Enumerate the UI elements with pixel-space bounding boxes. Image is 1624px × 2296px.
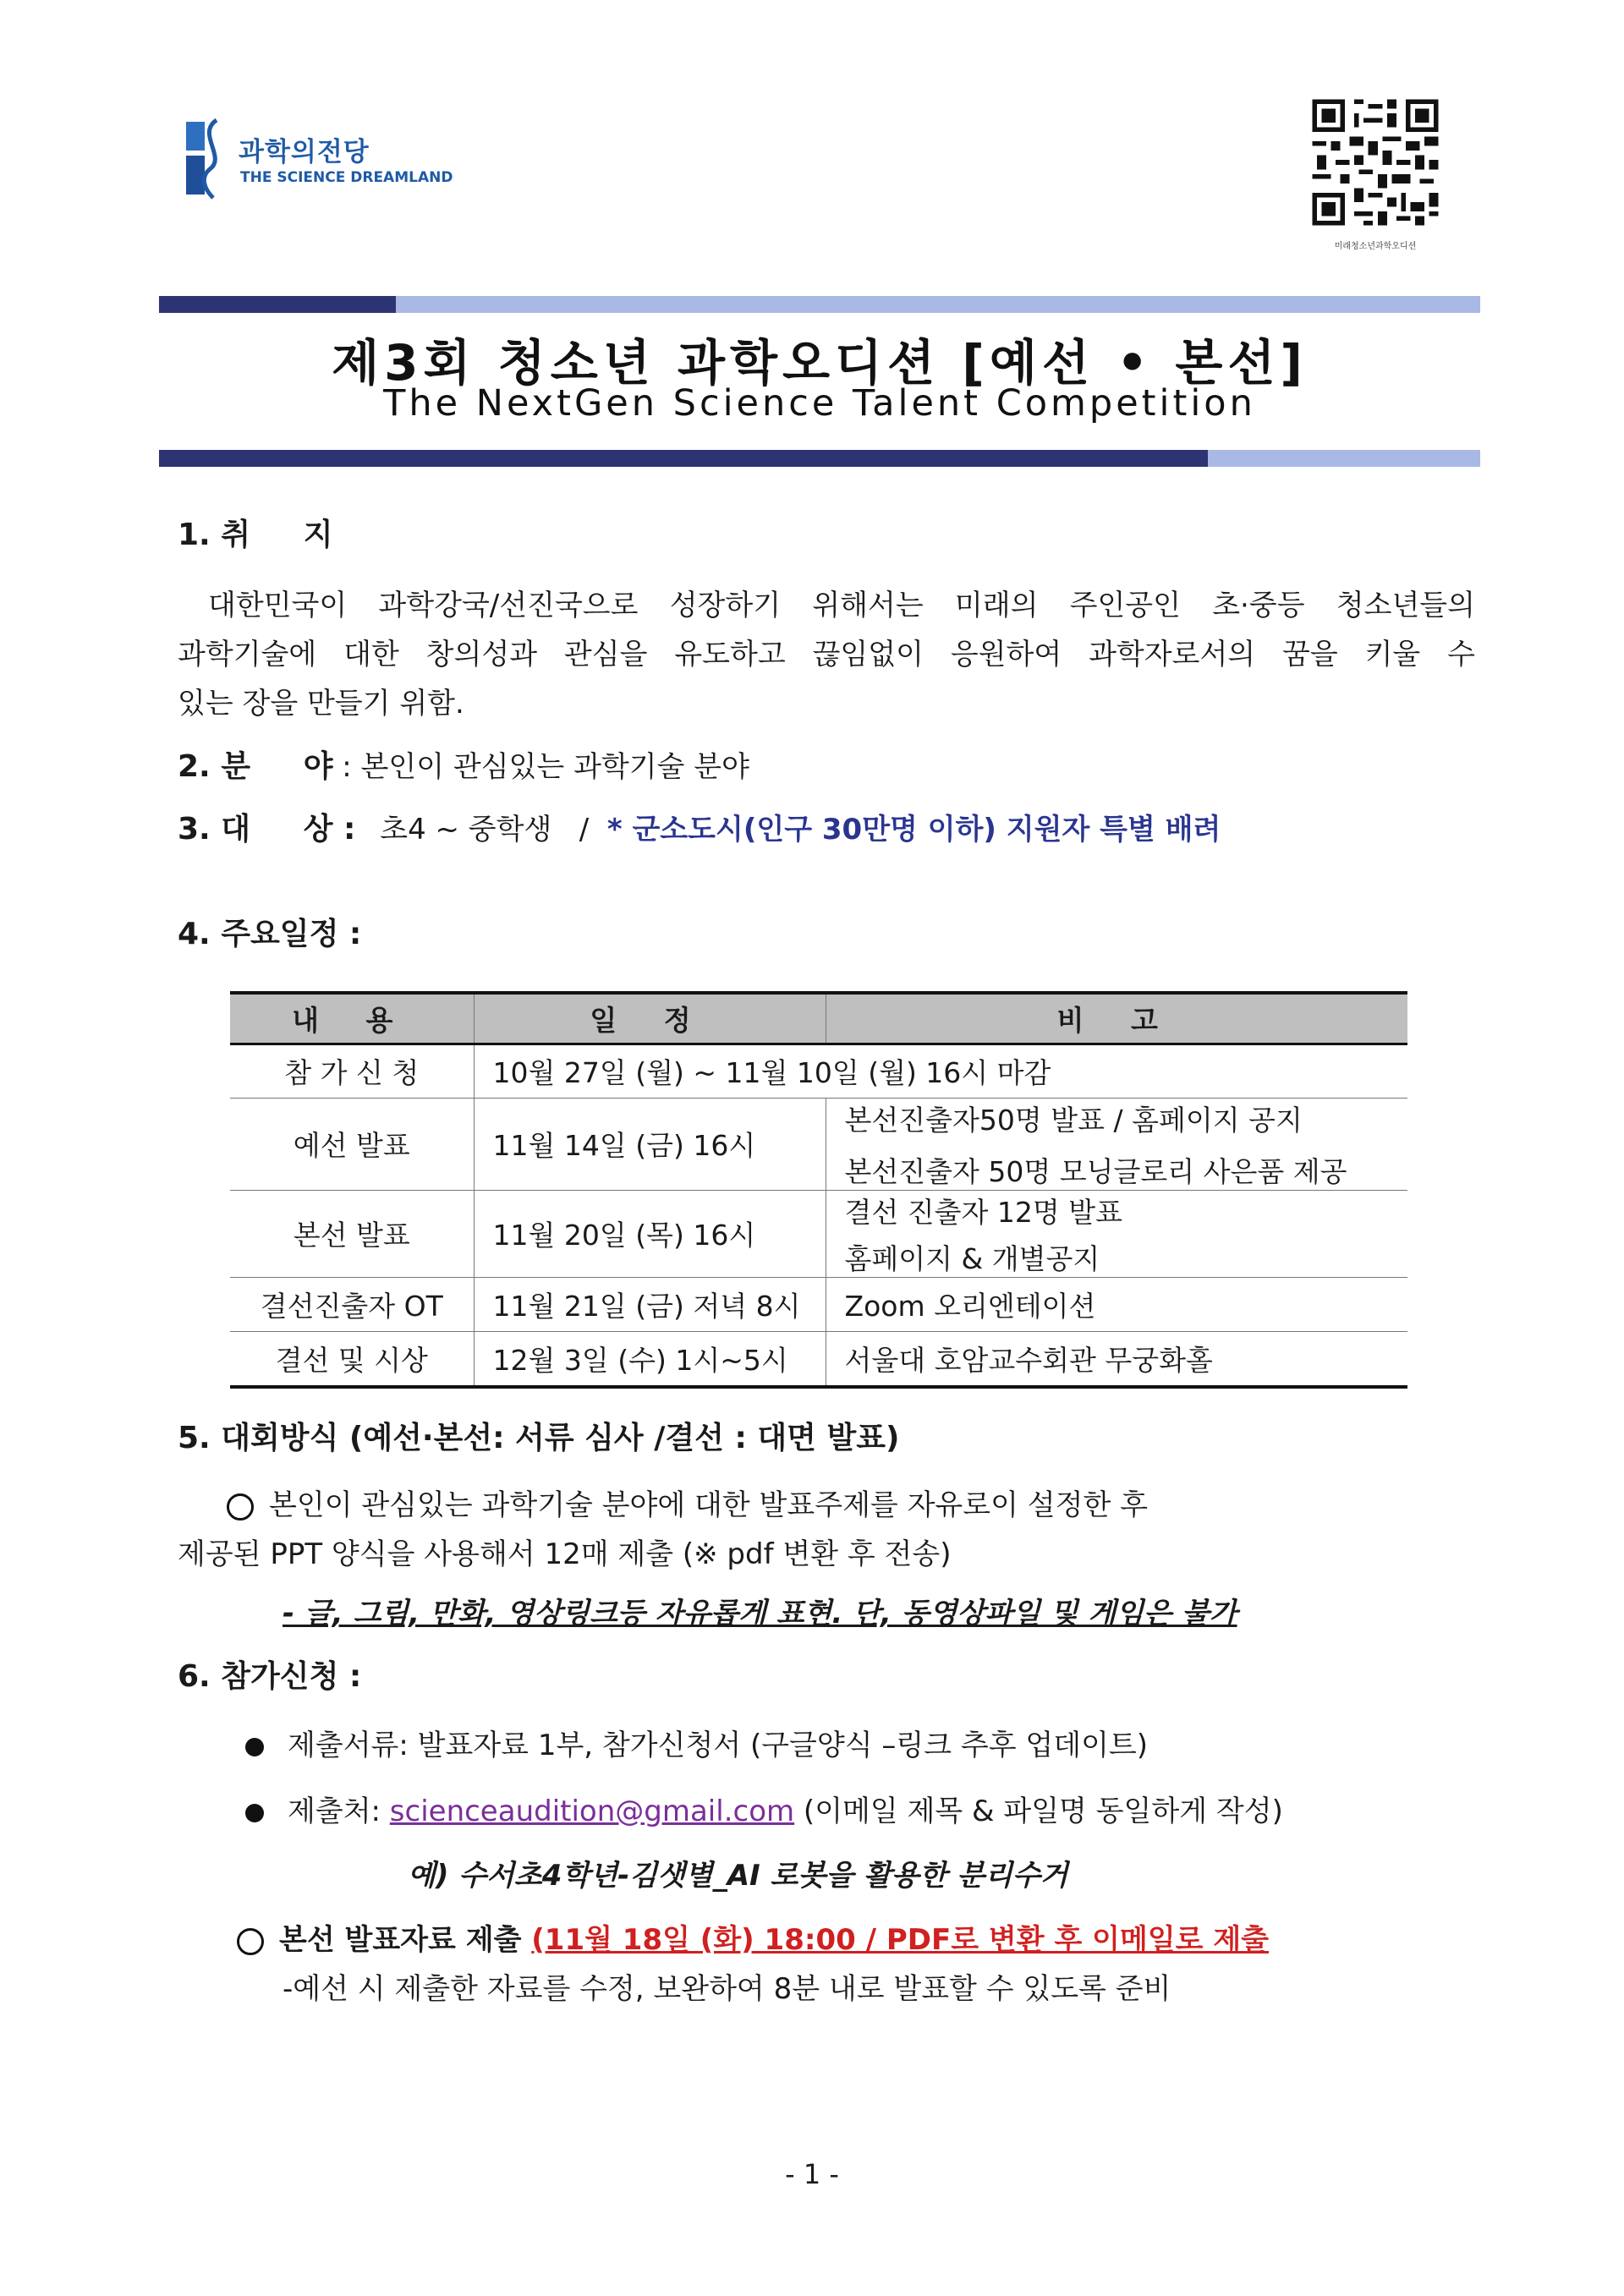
apply-email-label: 제출처: — [288, 1795, 390, 1828]
row-date: 11월 14일 (금) 16시 — [474, 1098, 826, 1190]
bullet-icon — [245, 1738, 264, 1756]
bullet-icon — [245, 1804, 264, 1822]
row-note: Zoom 오리엔테이션 — [826, 1277, 1407, 1331]
format-line-1-text: 본인이 관심있는 과학기술 분야에 대한 발표주제를 자유로이 설정한 후 — [269, 1488, 1148, 1522]
row-note: 서울대 호암교수회관 무궁화홀 — [826, 1331, 1407, 1387]
apply-example: 예) 수서초4학년-김샛별_AI 로봇을 활용한 분리수거 — [408, 1859, 1068, 1893]
section-field — [178, 743, 749, 786]
table-row — [230, 1277, 1407, 1331]
row-date: 10월 27일 (월) ~ 11월 10일 (월) 16시 마감 — [474, 1044, 1407, 1098]
apply-item-documents — [245, 1722, 1148, 1763]
row-date: 11월 21일 (금) 저녁 8시 — [474, 1277, 826, 1331]
schedule-header-row — [230, 993, 1407, 1044]
row-content: 결선진출자 OT — [230, 1277, 474, 1331]
format-line-2: 제공된 PPT 양식을 사용해서 12매 제출 (※ pdf 변환 후 전송) — [178, 1537, 952, 1571]
final-submission-label: 본선 발표자료 제출 — [279, 1923, 532, 1957]
row-note — [826, 1098, 1407, 1190]
qr-code-icon — [1308, 95, 1443, 230]
row-note-line: 본선진출자 50명 모닝글로리 사은품 제공 — [844, 1154, 1347, 1188]
section-format-heading: 5. 대회방식 (예선·본선: 서류 심사 /결선 : 대면 발표) — [178, 1421, 900, 1455]
section-schedule-heading: 4. 주요일정 : — [178, 917, 362, 951]
circle-bullet-icon — [227, 1493, 254, 1521]
row-content: 예선 발표 — [230, 1098, 474, 1190]
row-content: 본선 발표 — [230, 1190, 474, 1277]
section-target — [178, 805, 1221, 848]
col-header-date: 일 정 — [474, 993, 826, 1044]
table-row — [230, 1098, 1407, 1190]
document-title: 제3회 청소년 과학오디션 [예선 • 본선] — [332, 334, 1308, 392]
logo — [179, 117, 458, 201]
row-note — [826, 1190, 1407, 1277]
col-header-note: 비 고 — [826, 993, 1407, 1044]
section-apply-heading: 6. 참가신청 : — [178, 1659, 362, 1694]
section-target-highlight: * 군소도시(인구 30만명 이하) 지원자 특별 배려 — [606, 813, 1221, 847]
col-header-content: 내 용 — [230, 993, 474, 1044]
table-row — [230, 1044, 1407, 1098]
logo-mark-icon — [179, 117, 230, 201]
row-note-line: 본선진출자50명 발표 / 홈페이지 공지 — [844, 1103, 1303, 1137]
section-purpose-heading-text: 1. 취 지 — [178, 518, 333, 552]
row-date: 12월 3일 (수) 1시~5시 — [474, 1331, 826, 1387]
purpose-line-3: 있는 장을 만들기 위함. — [178, 687, 464, 721]
row-date: 11월 20일 (목) 16시 — [474, 1190, 826, 1277]
purpose-line-2: 과학기술에 대한 창의성과 관심을 유도하고 끊임없이 응원하여 과학자로서의 꿈을 키울 수 — [178, 638, 1475, 671]
logo-name-ko: 과학의전당 — [239, 137, 370, 167]
format-line-1 — [227, 1482, 1148, 1523]
row-note-line: 결선 진출자 12명 발표 — [844, 1195, 1122, 1229]
circle-bullet-icon — [237, 1928, 264, 1955]
title-bar-top — [159, 296, 1480, 313]
row-content: 결선 및 시상 — [230, 1331, 474, 1387]
row-content: 참 가 신 청 — [230, 1044, 474, 1098]
section-field-text: : 본인이 관심있는 과학기술 분야 — [342, 750, 749, 784]
section-target-heading: 3. 대 상 : — [178, 812, 356, 847]
final-submission — [237, 1916, 1269, 1958]
page-number: - 1 - — [785, 2158, 839, 2190]
table-row — [230, 1190, 1407, 1277]
final-submission-note: -예선 시 제출한 자료를 수정, 보완하여 8분 내로 발표할 수 있도록 준비 — [283, 1972, 1171, 2006]
section-field-heading: 2. 분 야 — [178, 749, 333, 784]
format-note: - 글, 그림, 만화, 영상링크등 자유롭게 표현. 단, 동영상파일 및 게임은 불가 — [283, 1597, 1237, 1630]
qr-caption: 미래청소년과학오디션 — [1334, 242, 1417, 251]
section-purpose-heading — [178, 511, 332, 554]
logo-name-en: THE SCIENCE DREAMLAND — [240, 169, 453, 186]
section-target-text: 초4 ~ 중학생 / — [380, 813, 599, 847]
apply-item-documents-text: 제출서류: 발표자료 1부, 참가신청서 (구글양식 –링크 추후 업데이트) — [288, 1729, 1149, 1762]
table-row — [230, 1331, 1407, 1387]
apply-item-email — [245, 1788, 1283, 1829]
row-note-line: 홈페이지 & 개별공지 — [844, 1241, 1100, 1275]
schedule-table — [230, 991, 1407, 1389]
final-submission-deadline: (11월 18일 (화) 18:00 / PDF로 변환 후 이메일로 제출 — [531, 1923, 1270, 1957]
email-link[interactable]: scienceaudition@gmail.com — [389, 1795, 795, 1828]
title-bar-bottom — [159, 450, 1480, 467]
document-subtitle: The NextGen Science Talent Competition — [383, 382, 1256, 425]
apply-email-rest: (이메일 제목 & 파일명 동일하게 작성) — [794, 1795, 1283, 1828]
purpose-line-1: 대한민국이 과학강국/선진국으로 성장하기 위해서는 미래의 주인공인 초·중등 청소년들의 — [208, 589, 1475, 622]
